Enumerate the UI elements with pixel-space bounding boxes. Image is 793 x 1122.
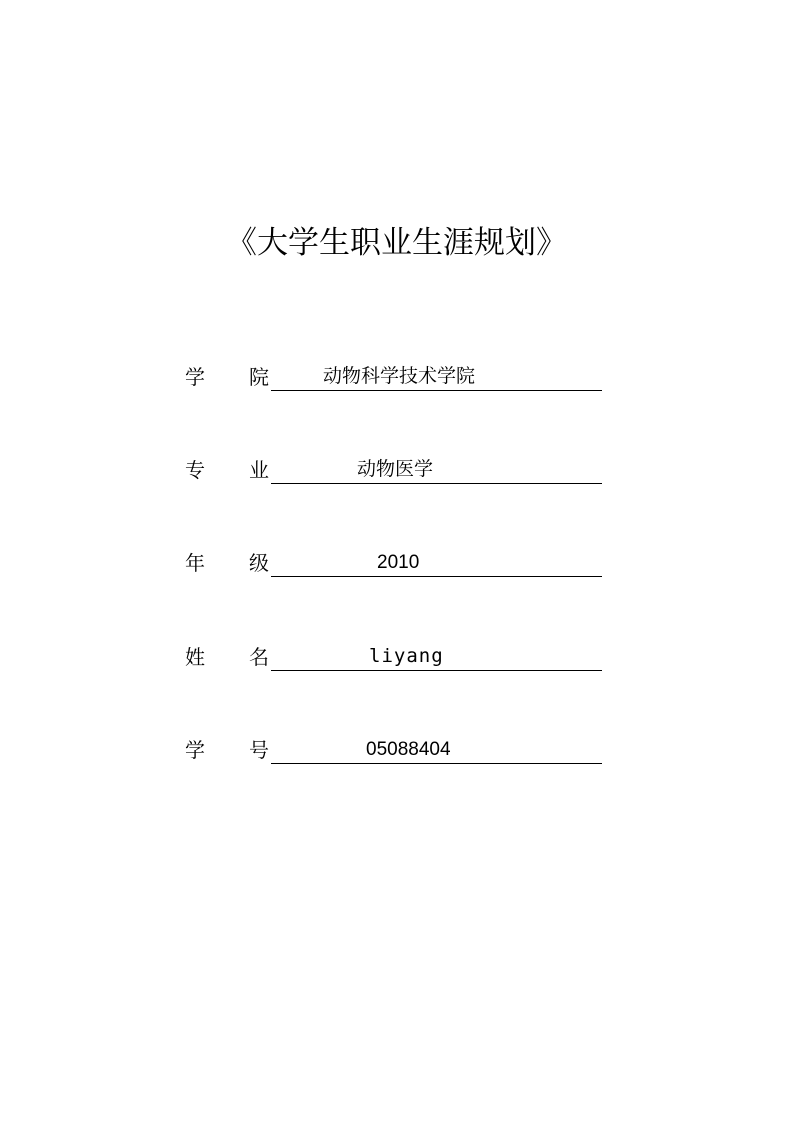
grade-label-char-2: 级: [249, 551, 269, 575]
student-id-field: [185, 736, 603, 766]
name-field: [185, 643, 603, 673]
name-label-char-1: 姓: [185, 645, 205, 669]
major-label-char-1: 专: [185, 458, 205, 482]
grade-field: [185, 549, 603, 579]
student-id-label-char-2: 号: [249, 738, 269, 762]
college-field: [185, 363, 603, 393]
student-id-label-char-1: 学: [185, 738, 205, 762]
major-label-char-2: 业: [249, 458, 269, 482]
grade-underline: [271, 549, 602, 577]
college-underline: [271, 363, 602, 391]
document-title: 《大学生职业生涯规划》: [226, 225, 567, 261]
name-value: liyang: [369, 645, 444, 667]
name-label-char-2: 名: [249, 645, 269, 669]
major-underline: [271, 456, 602, 484]
major-field: [185, 456, 603, 486]
college-value: 动物科学技术学院: [323, 365, 476, 387]
name-underline: [271, 643, 602, 671]
college-label-char-2: 院: [249, 365, 269, 389]
college-label-char-1: 学: [185, 365, 205, 389]
grade-value: 2010: [377, 552, 420, 573]
student-id-value: 05088404: [366, 739, 451, 760]
major-value: 动物医学: [357, 458, 434, 480]
grade-label-char-1: 年: [185, 551, 205, 575]
student-id-underline: [271, 736, 602, 764]
